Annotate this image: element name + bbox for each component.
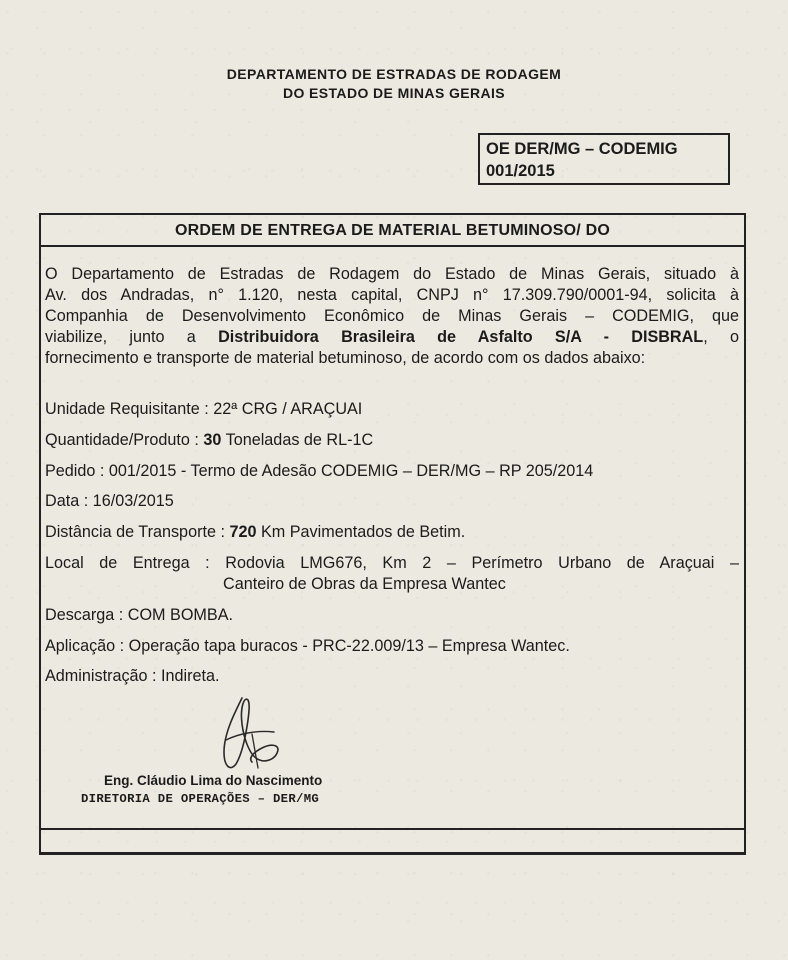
field-text: Toneladas de RL-1C [221, 431, 374, 449]
field-pedido: Pedido : 001/2015 - Termo de Adesão CODEMIG – DER/MG – RP 205/2014 [45, 462, 594, 480]
intro-paragraph [45, 264, 739, 369]
intro-line: Companhia de Desenvolvimento Econômico de Minas Gerais – CODEMIG, que [45, 307, 739, 325]
field-administracao: Administração : Indireta. [45, 667, 220, 685]
intro-text: , o [703, 328, 739, 346]
field-text: Km Pavimentados de Betim. [256, 523, 466, 541]
distance-value: 720 [229, 523, 257, 541]
order-code-line1: OE DER/MG – CODEMIG [486, 140, 678, 158]
intro-line [45, 327, 739, 348]
field-local-entrega [45, 553, 739, 595]
local-line1: Local de Entrega : Rodovia LMG676, Km 2 – Perímetro Urbano de Araçuai – [45, 554, 739, 572]
field-label: Distância de Transporte : [45, 523, 230, 541]
local-line2: Canteiro de Obras da Empresa Wantec [223, 575, 506, 593]
quantity-value: 30 [203, 431, 222, 449]
department-name: DEPARTAMENTO DE ESTRADAS DE RODAGEM [226, 66, 562, 82]
intro-line: fornecimento e transporte de material betuminoso, de acordo com os dados abaixo: [45, 349, 646, 367]
field-distancia [45, 522, 465, 543]
signatory-name: Eng. Cláudio Lima do Nascimento [104, 773, 323, 788]
intro-line: Av. dos Andradas, n° 1.120, nesta capital, CNPJ n° 17.309.790/0001-94, solicita à [45, 286, 739, 304]
order-code-box [478, 133, 730, 185]
form-title: ORDEM DE ENTREGA DE MATERIAL BETUMINOSO/ DO [41, 215, 744, 247]
field-label: Quantidade/Produto : [45, 431, 204, 449]
supplier-name: Distribuidora Brasileira de Asfalto S/A - DISBRAL [218, 328, 704, 346]
field-data: Data : 16/03/2015 [45, 492, 174, 510]
order-code-line2: 001/2015 [486, 162, 555, 180]
signatory-role: DIRETORIA DE OPERAÇÕES – DER/MG [81, 792, 320, 806]
signature-mark [212, 694, 292, 776]
intro-text: viabilize, junto a [45, 328, 219, 346]
form-divider [41, 828, 744, 830]
department-state: DO ESTADO DE MINAS GERAIS [282, 85, 506, 101]
order-form-box [39, 213, 746, 855]
field-aplicacao: Aplicação : Operação tapa buracos - PRC-22.009/13 – Empresa Wantec. [45, 637, 570, 655]
intro-line: O Departamento de Estradas de Rodagem do Estado de Minas Gerais, situado à [45, 265, 739, 283]
field-descarga: Descarga : COM BOMBA. [45, 606, 233, 624]
field-unidade: Unidade Requisitante : 22ª CRG / ARAÇUAI [45, 400, 363, 418]
field-quantidade [45, 430, 373, 451]
